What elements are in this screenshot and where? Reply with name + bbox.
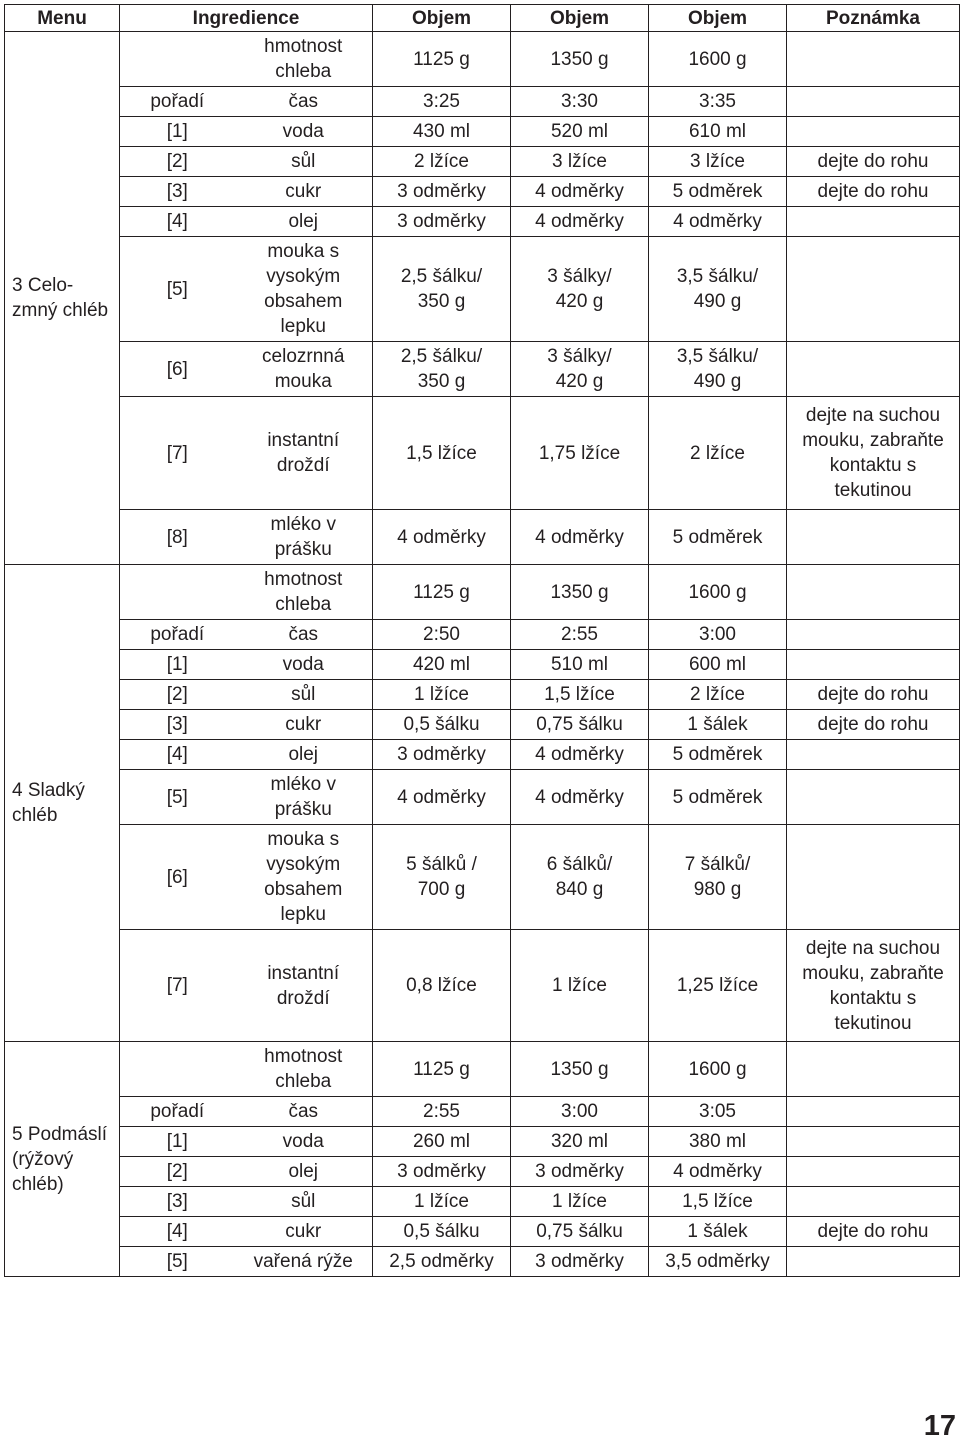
volume-cell-2: 4 odměrky bbox=[511, 770, 649, 825]
table-row bbox=[5, 510, 960, 565]
table-row bbox=[5, 565, 960, 620]
ingredient-cell: cukr bbox=[235, 177, 373, 207]
ingredient-cell: cukr bbox=[235, 1217, 373, 1247]
volume-cell-1: 420 ml bbox=[373, 650, 511, 680]
order-cell: [7] bbox=[120, 930, 235, 1042]
order-cell: [5] bbox=[120, 770, 235, 825]
note-cell bbox=[787, 87, 960, 117]
header-row bbox=[5, 5, 960, 32]
ingredient-cell: voda bbox=[235, 650, 373, 680]
ingredient-cell: sůl bbox=[235, 680, 373, 710]
note-cell bbox=[787, 1042, 960, 1097]
volume-cell-2: 1 lžíce bbox=[511, 1187, 649, 1217]
volume-cell-1: 2,5 šálku/ 350 g bbox=[373, 237, 511, 342]
volume-cell-2: 510 ml bbox=[511, 650, 649, 680]
order-cell: [2] bbox=[120, 1157, 235, 1187]
volume-cell-3: 3:00 bbox=[649, 620, 787, 650]
volume-cell-1: 1,5 lžíce bbox=[373, 397, 511, 510]
header-volume-3: Objem bbox=[649, 5, 787, 32]
volume-cell-3: 3 lžíce bbox=[649, 147, 787, 177]
volume-cell-1: 3 odměrky bbox=[373, 177, 511, 207]
ingredient-cell: hmotnost chleba bbox=[235, 32, 373, 87]
table-row bbox=[5, 825, 960, 930]
order-cell: pořadí bbox=[120, 87, 235, 117]
volume-cell-3: 1 šálek bbox=[649, 710, 787, 740]
menu-cell: 4 Sladký chléb bbox=[5, 565, 120, 1042]
table-row bbox=[5, 237, 960, 342]
table-row bbox=[5, 1097, 960, 1127]
note-cell: dejte do rohu bbox=[787, 147, 960, 177]
header-ingredients: Ingredience bbox=[120, 5, 373, 32]
volume-cell-2: 0,75 šálku bbox=[511, 710, 649, 740]
note-cell bbox=[787, 1157, 960, 1187]
volume-cell-2: 3 lžíce bbox=[511, 147, 649, 177]
order-cell: [1] bbox=[120, 1127, 235, 1157]
volume-cell-1: 0,5 šálku bbox=[373, 1217, 511, 1247]
table-row bbox=[5, 650, 960, 680]
note-cell bbox=[787, 117, 960, 147]
volume-cell-2: 4 odměrky bbox=[511, 177, 649, 207]
volume-cell-3: 1,5 lžíce bbox=[649, 1187, 787, 1217]
volume-cell-1: 1 lžíce bbox=[373, 680, 511, 710]
volume-cell-3: 5 odměrek bbox=[649, 740, 787, 770]
order-cell bbox=[120, 32, 235, 87]
volume-cell-3: 2 lžíce bbox=[649, 680, 787, 710]
volume-cell-2: 3 šálky/ 420 g bbox=[511, 342, 649, 397]
volume-cell-3: 5 odměrek bbox=[649, 177, 787, 207]
ingredient-cell: olej bbox=[235, 207, 373, 237]
volume-cell-3: 3,5 šálku/ 490 g bbox=[649, 342, 787, 397]
volume-cell-2: 1,5 lžíce bbox=[511, 680, 649, 710]
menu-cell: 5 Podmáslí (rýžový chléb) bbox=[5, 1042, 120, 1277]
table-row bbox=[5, 1157, 960, 1187]
table-row bbox=[5, 32, 960, 87]
volume-cell-3: 7 šálků/ 980 g bbox=[649, 825, 787, 930]
note-cell: dejte do rohu bbox=[787, 1217, 960, 1247]
ingredient-cell: čas bbox=[235, 620, 373, 650]
order-cell: [4] bbox=[120, 207, 235, 237]
volume-cell-3: 3:35 bbox=[649, 87, 787, 117]
volume-cell-1: 1125 g bbox=[373, 565, 511, 620]
note-cell bbox=[787, 740, 960, 770]
volume-cell-3: 1 šálek bbox=[649, 1217, 787, 1247]
table-row bbox=[5, 1187, 960, 1217]
recipe-body bbox=[5, 32, 960, 1277]
volume-cell-2: 6 šálků/ 840 g bbox=[511, 825, 649, 930]
volume-cell-2: 3 šálky/ 420 g bbox=[511, 237, 649, 342]
volume-cell-2: 3 odměrky bbox=[511, 1247, 649, 1277]
page-number: 17 bbox=[923, 1410, 956, 1442]
volume-cell-2: 320 ml bbox=[511, 1127, 649, 1157]
order-cell bbox=[120, 1042, 235, 1097]
volume-cell-1: 2 lžíce bbox=[373, 147, 511, 177]
order-cell: [6] bbox=[120, 342, 235, 397]
volume-cell-3: 5 odměrek bbox=[649, 510, 787, 565]
table-row bbox=[5, 147, 960, 177]
volume-cell-1: 3 odměrky bbox=[373, 740, 511, 770]
volume-cell-3: 5 odměrek bbox=[649, 770, 787, 825]
header-note: Poznámka bbox=[787, 5, 960, 32]
note-cell bbox=[787, 207, 960, 237]
ingredient-cell: čas bbox=[235, 1097, 373, 1127]
header-volume-1: Objem bbox=[373, 5, 511, 32]
order-cell: [4] bbox=[120, 740, 235, 770]
ingredient-cell: voda bbox=[235, 117, 373, 147]
volume-cell-1: 1 lžíce bbox=[373, 1187, 511, 1217]
volume-cell-3: 3:05 bbox=[649, 1097, 787, 1127]
note-cell bbox=[787, 650, 960, 680]
order-cell: pořadí bbox=[120, 1097, 235, 1127]
header-volume-2: Objem bbox=[511, 5, 649, 32]
note-cell bbox=[787, 620, 960, 650]
order-cell: [3] bbox=[120, 710, 235, 740]
volume-cell-3: 4 odměrky bbox=[649, 207, 787, 237]
recipe-table bbox=[4, 4, 960, 1277]
volume-cell-3: 1600 g bbox=[649, 565, 787, 620]
ingredient-cell: instantní droždí bbox=[235, 930, 373, 1042]
volume-cell-1: 2,5 šálku/ 350 g bbox=[373, 342, 511, 397]
table-row bbox=[5, 620, 960, 650]
order-cell: [2] bbox=[120, 680, 235, 710]
order-cell: pořadí bbox=[120, 620, 235, 650]
ingredient-cell: vařená rýže bbox=[235, 1247, 373, 1277]
ingredient-cell: mléko v prášku bbox=[235, 770, 373, 825]
note-cell bbox=[787, 510, 960, 565]
ingredient-cell: olej bbox=[235, 740, 373, 770]
ingredient-cell: sůl bbox=[235, 1187, 373, 1217]
table-row bbox=[5, 117, 960, 147]
table-row bbox=[5, 930, 960, 1042]
order-cell: [7] bbox=[120, 397, 235, 510]
volume-cell-3: 380 ml bbox=[649, 1127, 787, 1157]
volume-cell-2: 0,75 šálku bbox=[511, 1217, 649, 1247]
ingredient-cell: celozrnná mouka bbox=[235, 342, 373, 397]
table-row bbox=[5, 177, 960, 207]
volume-cell-3: 1600 g bbox=[649, 32, 787, 87]
table-row bbox=[5, 207, 960, 237]
order-cell: [3] bbox=[120, 1187, 235, 1217]
volume-cell-2: 3:00 bbox=[511, 1097, 649, 1127]
volume-cell-2: 4 odměrky bbox=[511, 510, 649, 565]
volume-cell-1: 430 ml bbox=[373, 117, 511, 147]
note-cell: dejte na suchou mouku, zabraňte kontaktu s tekutinou bbox=[787, 930, 960, 1042]
volume-cell-1: 1125 g bbox=[373, 1042, 511, 1097]
volume-cell-2: 3 odměrky bbox=[511, 1157, 649, 1187]
ingredient-cell: mléko v prášku bbox=[235, 510, 373, 565]
table-row bbox=[5, 1127, 960, 1157]
volume-cell-1: 260 ml bbox=[373, 1127, 511, 1157]
note-cell bbox=[787, 565, 960, 620]
note-cell: dejte do rohu bbox=[787, 680, 960, 710]
volume-cell-2: 2:55 bbox=[511, 620, 649, 650]
order-cell bbox=[120, 565, 235, 620]
order-cell: [5] bbox=[120, 237, 235, 342]
ingredient-cell: mouka s vysokým obsahem lepku bbox=[235, 825, 373, 930]
volume-cell-3: 2 lžíce bbox=[649, 397, 787, 510]
table-row bbox=[5, 680, 960, 710]
volume-cell-2: 3:30 bbox=[511, 87, 649, 117]
volume-cell-2: 1,75 lžíce bbox=[511, 397, 649, 510]
order-cell: [2] bbox=[120, 147, 235, 177]
volume-cell-3: 4 odměrky bbox=[649, 1157, 787, 1187]
menu-cell: 3 Celo- zmný chléb bbox=[5, 32, 120, 565]
volume-cell-1: 2,5 odměrky bbox=[373, 1247, 511, 1277]
volume-cell-1: 5 šálků / 700 g bbox=[373, 825, 511, 930]
note-cell: dejte do rohu bbox=[787, 177, 960, 207]
ingredient-cell: mouka s vysokým obsahem lepku bbox=[235, 237, 373, 342]
ingredient-cell: olej bbox=[235, 1157, 373, 1187]
note-cell bbox=[787, 237, 960, 342]
note-cell bbox=[787, 32, 960, 87]
volume-cell-2: 1350 g bbox=[511, 1042, 649, 1097]
volume-cell-1: 3 odměrky bbox=[373, 207, 511, 237]
note-cell: dejte na suchou mouku, zabraňte kontaktu s tekutinou bbox=[787, 397, 960, 510]
table-row bbox=[5, 87, 960, 117]
order-cell: [1] bbox=[120, 117, 235, 147]
volume-cell-1: 0,8 lžíce bbox=[373, 930, 511, 1042]
volume-cell-3: 3,5 šálku/ 490 g bbox=[649, 237, 787, 342]
volume-cell-3: 610 ml bbox=[649, 117, 787, 147]
note-cell bbox=[787, 342, 960, 397]
volume-cell-2: 520 ml bbox=[511, 117, 649, 147]
table-row bbox=[5, 710, 960, 740]
ingredient-cell: hmotnost chleba bbox=[235, 565, 373, 620]
volume-cell-2: 1350 g bbox=[511, 32, 649, 87]
volume-cell-1: 0,5 šálku bbox=[373, 710, 511, 740]
order-cell: [3] bbox=[120, 177, 235, 207]
table-row bbox=[5, 740, 960, 770]
order-cell: [1] bbox=[120, 650, 235, 680]
volume-cell-1: 3 odměrky bbox=[373, 1157, 511, 1187]
table-row bbox=[5, 342, 960, 397]
note-cell bbox=[787, 1127, 960, 1157]
note-cell: dejte do rohu bbox=[787, 710, 960, 740]
volume-cell-2: 1350 g bbox=[511, 565, 649, 620]
ingredient-cell: voda bbox=[235, 1127, 373, 1157]
ingredient-cell: čas bbox=[235, 87, 373, 117]
volume-cell-1: 3:25 bbox=[373, 87, 511, 117]
table-row bbox=[5, 1247, 960, 1277]
note-cell bbox=[787, 1097, 960, 1127]
order-cell: [8] bbox=[120, 510, 235, 565]
order-cell: [4] bbox=[120, 1217, 235, 1247]
volume-cell-1: 1125 g bbox=[373, 32, 511, 87]
volume-cell-3: 1,25 lžíce bbox=[649, 930, 787, 1042]
volume-cell-2: 1 lžíce bbox=[511, 930, 649, 1042]
note-cell bbox=[787, 825, 960, 930]
table-row bbox=[5, 1042, 960, 1097]
volume-cell-1: 2:50 bbox=[373, 620, 511, 650]
table-row bbox=[5, 1217, 960, 1247]
volume-cell-3: 600 ml bbox=[649, 650, 787, 680]
volume-cell-3: 3,5 odměrky bbox=[649, 1247, 787, 1277]
volume-cell-3: 1600 g bbox=[649, 1042, 787, 1097]
order-cell: [5] bbox=[120, 1247, 235, 1277]
note-cell bbox=[787, 1187, 960, 1217]
table-row bbox=[5, 397, 960, 510]
volume-cell-1: 4 odměrky bbox=[373, 770, 511, 825]
order-cell: [6] bbox=[120, 825, 235, 930]
ingredient-cell: hmotnost chleba bbox=[235, 1042, 373, 1097]
ingredient-cell: cukr bbox=[235, 710, 373, 740]
volume-cell-1: 4 odměrky bbox=[373, 510, 511, 565]
note-cell bbox=[787, 770, 960, 825]
table-row bbox=[5, 770, 960, 825]
volume-cell-2: 4 odměrky bbox=[511, 740, 649, 770]
ingredient-cell: instantní droždí bbox=[235, 397, 373, 510]
header-menu: Menu bbox=[5, 5, 120, 32]
ingredient-cell: sůl bbox=[235, 147, 373, 177]
note-cell bbox=[787, 1247, 960, 1277]
volume-cell-1: 2:55 bbox=[373, 1097, 511, 1127]
volume-cell-2: 4 odměrky bbox=[511, 207, 649, 237]
